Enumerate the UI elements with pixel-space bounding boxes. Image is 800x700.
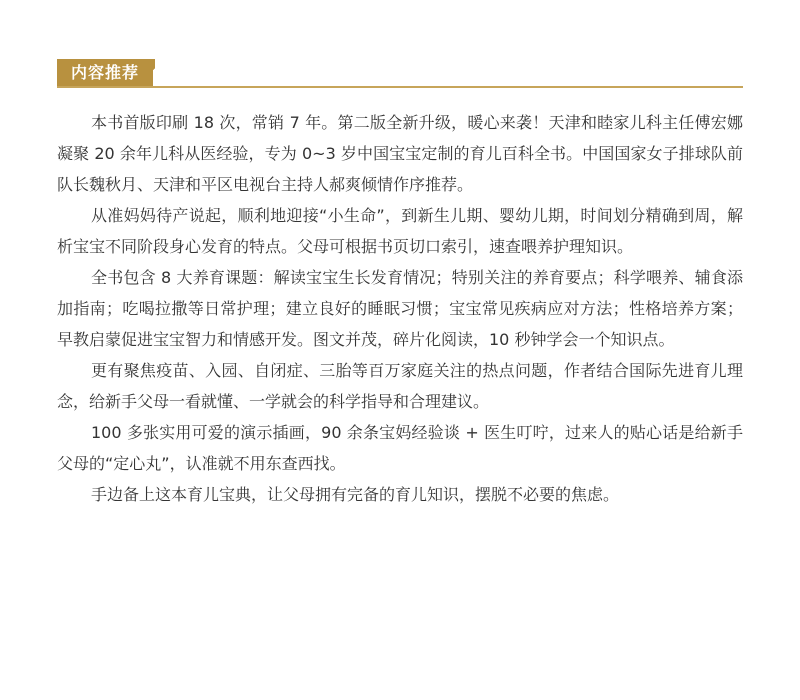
section-header xyxy=(57,59,743,89)
paragraph-5: 100 多张实用可爱的演示插画，90 余条宝妈经验谈 + 医生叮咛，过来人的贴心话是给新手父母的“定心丸”，认准就不用东查西找。 xyxy=(57,423,743,473)
recommendation-body xyxy=(57,107,743,510)
paragraph-4: 更有聚焦疫苗、入园、自闭症、三胎等百万家庭关注的热点问题，作者结合国际先进育儿理念，给新手父母一看就懂、一学就会的科学指导和合理建议。 xyxy=(57,361,743,411)
paragraph-1: 本书首版印刷 18 次，常销 7 年。第二版全新升级，暖心来袭！天津和睦家儿科主任傅宏娜凝聚 20 余年儿科从医经验，专为 0~3 岁中国宝宝定制的育儿百科全书。中国国家女子排球队前队长魏秋月、天津和平区电视台主持人郝爽倾情作序推荐。 xyxy=(57,113,743,194)
content-recommendation-section xyxy=(57,59,743,504)
tag-corner-decoration xyxy=(145,59,155,87)
section-tag: 内容推荐 xyxy=(57,59,153,87)
header-rule xyxy=(57,86,743,88)
paragraph-3: 全书包含 8 大养育课题：解读宝宝生长发育情况；特别关注的养育要点；科学喂养、辅食添加指南；吃喝拉撒等日常护理；建立良好的睡眠习惯；宝宝常见疾病应对方法；性格培养方案；早教启蒙促进宝宝智力和情感开发。图文并茂，碎片化阅读，10 秒钟学会一个知识点。 xyxy=(57,268,743,349)
paragraph-2: 从准妈妈待产说起，顺利地迎接“小生命”，到新生儿期、婴幼儿期，时间划分精确到周，解析宝宝不同阶段身心发育的特点。父母可根据书页切口索引，速查喂养护理知识。 xyxy=(57,206,743,256)
paragraph-6: 手边备上这本育儿宝典，让父母拥有完备的育儿知识，摆脱不必要的焦虑。 xyxy=(91,485,620,504)
